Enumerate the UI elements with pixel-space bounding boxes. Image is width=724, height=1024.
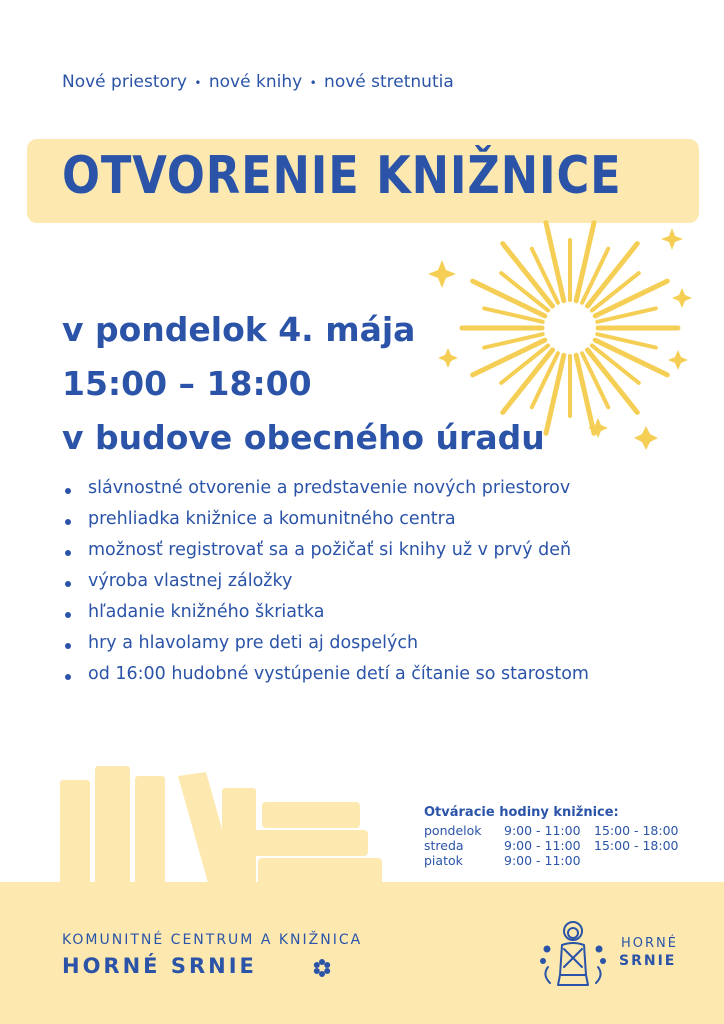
page-title: OTVORENIE KNIŽNICE bbox=[62, 146, 622, 206]
event-time: 15:00 – 18:00 bbox=[62, 364, 312, 403]
list-item: možnosť registrovať sa a požičať si knihy už v prvý deň bbox=[62, 540, 589, 571]
firework-ray bbox=[576, 223, 594, 301]
table-row bbox=[424, 853, 679, 868]
flower-icon bbox=[312, 958, 332, 978]
list-item: hľadanie knižného škriatka bbox=[62, 602, 589, 633]
organization-name: HORNÉ SRNIE bbox=[62, 954, 257, 978]
organization-subtitle: KOMUNITNÉ CENTRUM A KNIŽNICA bbox=[62, 932, 363, 948]
morning-cell: 9:00 - 11:00 bbox=[504, 823, 581, 838]
firework-ray bbox=[576, 355, 594, 433]
morning-cell: 9:00 - 11:00 bbox=[504, 838, 581, 853]
opening-hours bbox=[424, 805, 679, 868]
day-cell: streda bbox=[424, 838, 464, 853]
table-row bbox=[424, 823, 679, 838]
firework-ray bbox=[546, 355, 564, 433]
tagline-item: Nové priestory bbox=[62, 72, 187, 92]
sparkle-icon bbox=[634, 426, 658, 450]
list-item: výroba vlastnej záložky bbox=[62, 571, 589, 602]
sparkle-icon bbox=[428, 260, 456, 288]
tagline-separator: • bbox=[194, 76, 202, 90]
opening-hours-table bbox=[424, 823, 679, 868]
event-date: v pondelok 4. mája bbox=[62, 310, 416, 349]
sparkle-icon bbox=[661, 228, 683, 250]
day-cell: piatok bbox=[424, 853, 463, 868]
sparkle-icon bbox=[438, 348, 458, 368]
table-row bbox=[424, 838, 679, 853]
tagline-separator: • bbox=[309, 76, 317, 90]
event-place: v budove obecného úradu bbox=[62, 418, 545, 457]
tagline-item: nové knihy bbox=[208, 72, 303, 92]
morning-cell: 9:00 - 11:00 bbox=[504, 853, 581, 868]
tagline bbox=[62, 72, 454, 92]
saint-emblem-icon bbox=[538, 915, 608, 993]
firework-ray bbox=[546, 223, 564, 301]
afternoon-cell: 15:00 - 18:00 bbox=[594, 823, 679, 838]
program-list bbox=[62, 478, 589, 695]
list-item: prehliadka knižnice a komunitného centra bbox=[62, 509, 589, 540]
list-item: slávnostné otvorenie a predstavenie nových priestorov bbox=[62, 478, 589, 509]
list-item: od 16:00 hudobné vystúpenie detí a čítanie so starostom bbox=[62, 664, 589, 695]
logo-text-line1: HORNÉ bbox=[621, 936, 678, 951]
sparkle-icon bbox=[672, 288, 692, 308]
tagline-item: nové stretnutia bbox=[324, 72, 454, 92]
afternoon-cell bbox=[594, 853, 679, 868]
day-cell: pondelok bbox=[424, 823, 482, 838]
list-item: hry a hlavolamy pre deti aj dospelých bbox=[62, 633, 589, 664]
logo-text-line2: SRNIE bbox=[619, 953, 677, 969]
afternoon-cell: 15:00 - 18:00 bbox=[594, 838, 679, 853]
sparkle-icon bbox=[668, 350, 688, 370]
opening-hours-title: Otváracie hodiny knižnice: bbox=[424, 805, 619, 820]
footer-band bbox=[0, 882, 724, 1024]
